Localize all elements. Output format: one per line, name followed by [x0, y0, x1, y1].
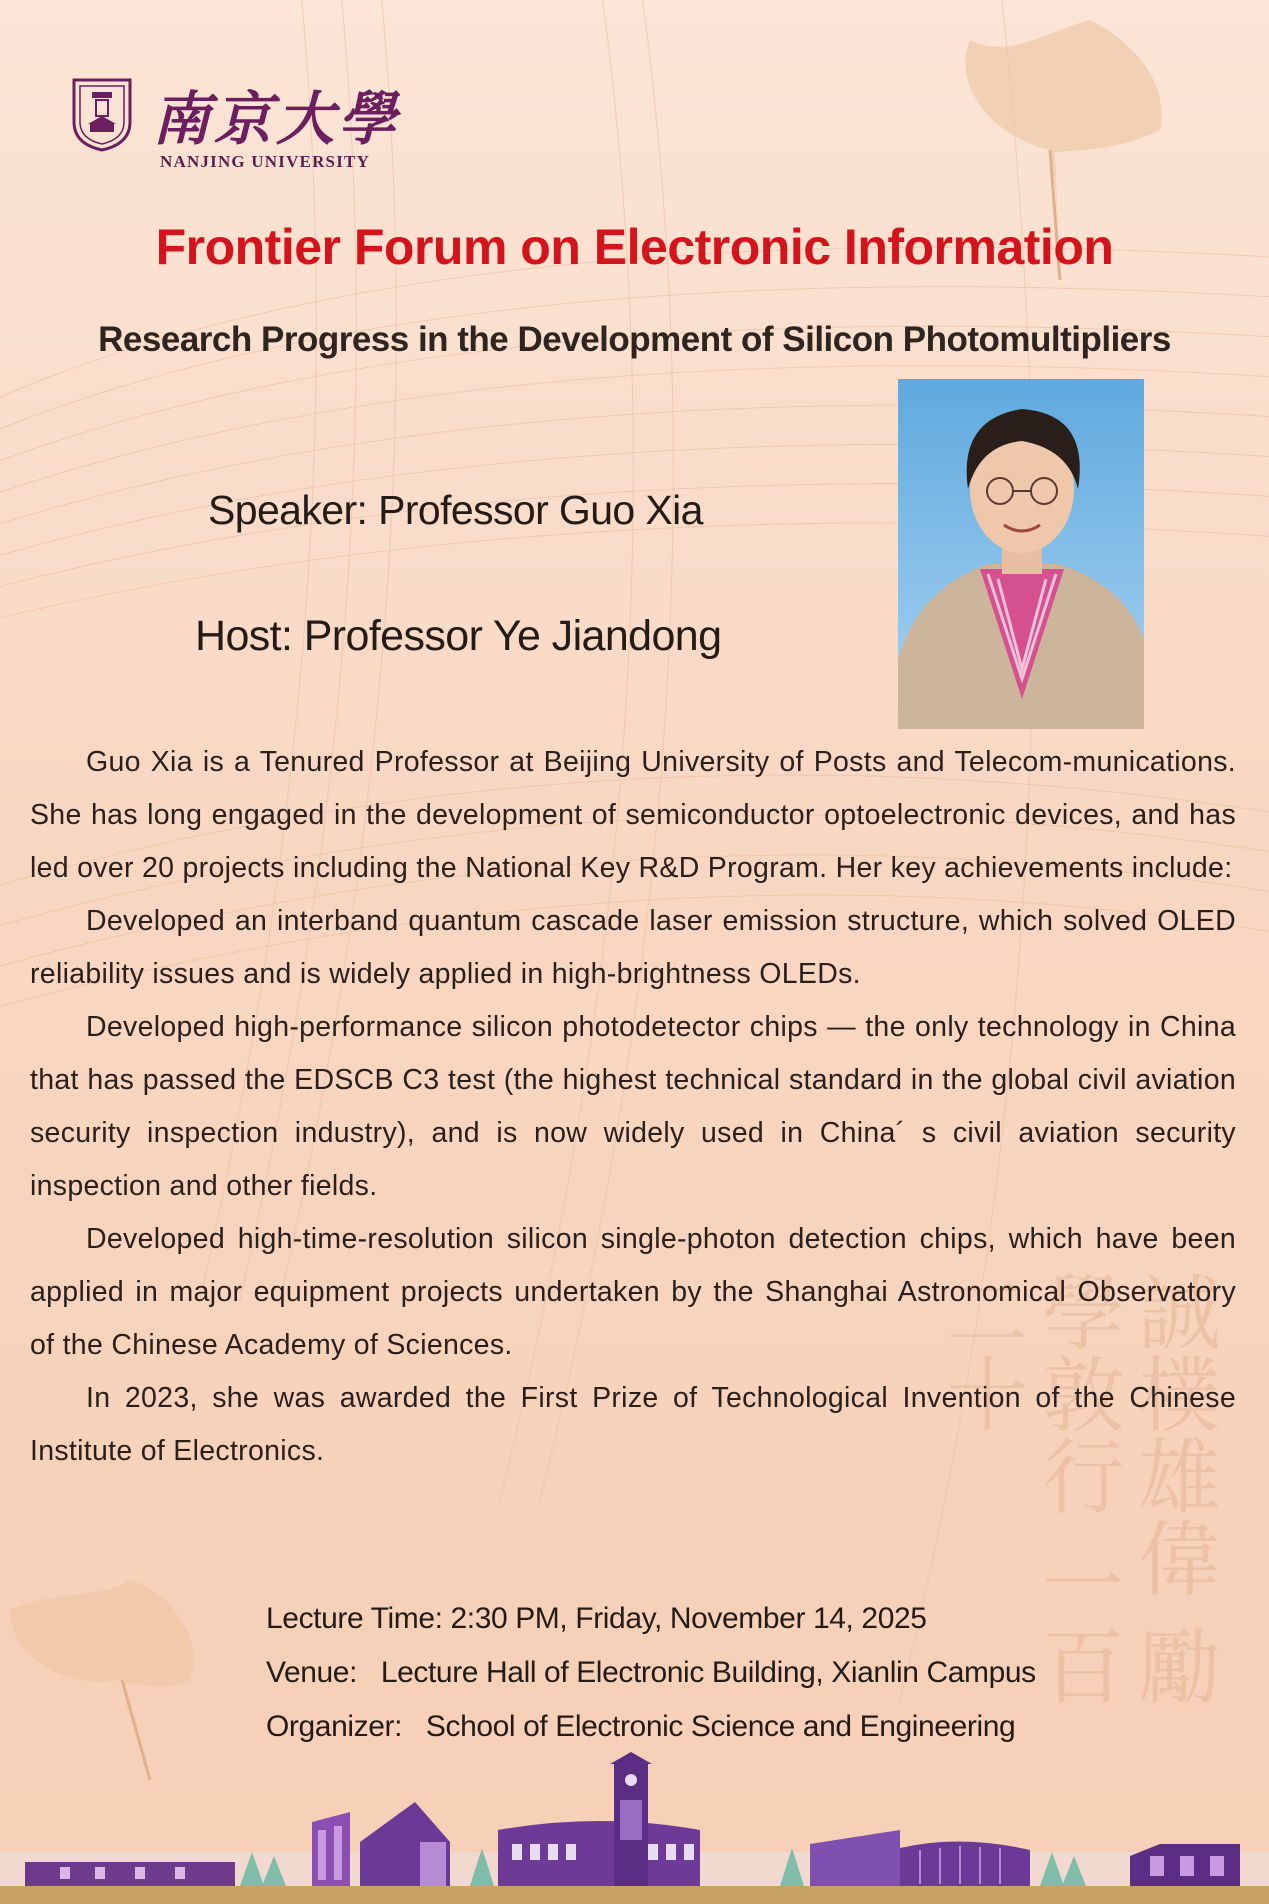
organizer: Organizer: School of Electronic Science and Engineering — [266, 1710, 1016, 1743]
lecture-time: Lecture Time: 2:30 PM, Friday, November 14, 2025 — [266, 1602, 927, 1635]
bio-paragraph: Developed an interband quantum cascade laser emission structure, which solved OLED reliability issues and is widely applied in high-brightness OLEDs. — [30, 905, 1236, 990]
venue: Venue: Lecture Hall of Electronic Building, Xianlin Campus — [266, 1656, 1036, 1689]
campus-skyline-illustration — [0, 1752, 1269, 1904]
speaker-line: Speaker: Professor Guo Xia — [208, 487, 703, 533]
university-logo — [70, 72, 400, 172]
bio-paragraph: Guo Xia is a Tenured Professor at Beijing University of Posts and Telecom-munications. She has long engaged in the development of semiconductor optoelectronic devices, and has led over 20 projects including the National Key R&D Program. Her key achievements include: — [30, 746, 1236, 884]
host-line: Host: Professor Ye Jiandong — [195, 612, 722, 660]
event-title: Frontier Forum on Electronic Information — [155, 219, 1114, 275]
bio-paragraph: Developed high-time-resolution silicon single-photon detection chips, which have been applied in major equipment projects undertaken by the Shanghai Astronomical Observatory of the Chinese Academy of Sciences. — [30, 1223, 1236, 1361]
university-emblem-icon — [70, 76, 134, 152]
logo-english-name: NANJING UNIVERSITY — [160, 152, 371, 171]
logo-chinese-name: 南京大學 — [152, 85, 401, 153]
speaker-photo — [898, 379, 1144, 729]
calligraphy-watermark: 誠樸雄偉 勵學敦行 一百二十 — [933, 1270, 1220, 1707]
bio-paragraph: Developed high-performance silicon photodetector chips — the only technology in China that has passed the EDSCB C3 test (the highest technical standard in the global civil aviation security inspection industry), and is now widely used in China´ s civil aviation security inspection and other fields. — [30, 1011, 1236, 1202]
bio-paragraph: In 2023, she was awarded the First Prize of Technological Invention of the Chinese Institute of Electronics. — [30, 1382, 1236, 1467]
speaker-biography — [30, 736, 1236, 1478]
lecture-subtitle: Research Progress in the Development of Silicon Photomultipliers — [98, 320, 1171, 359]
event-details — [266, 1592, 1036, 1754]
